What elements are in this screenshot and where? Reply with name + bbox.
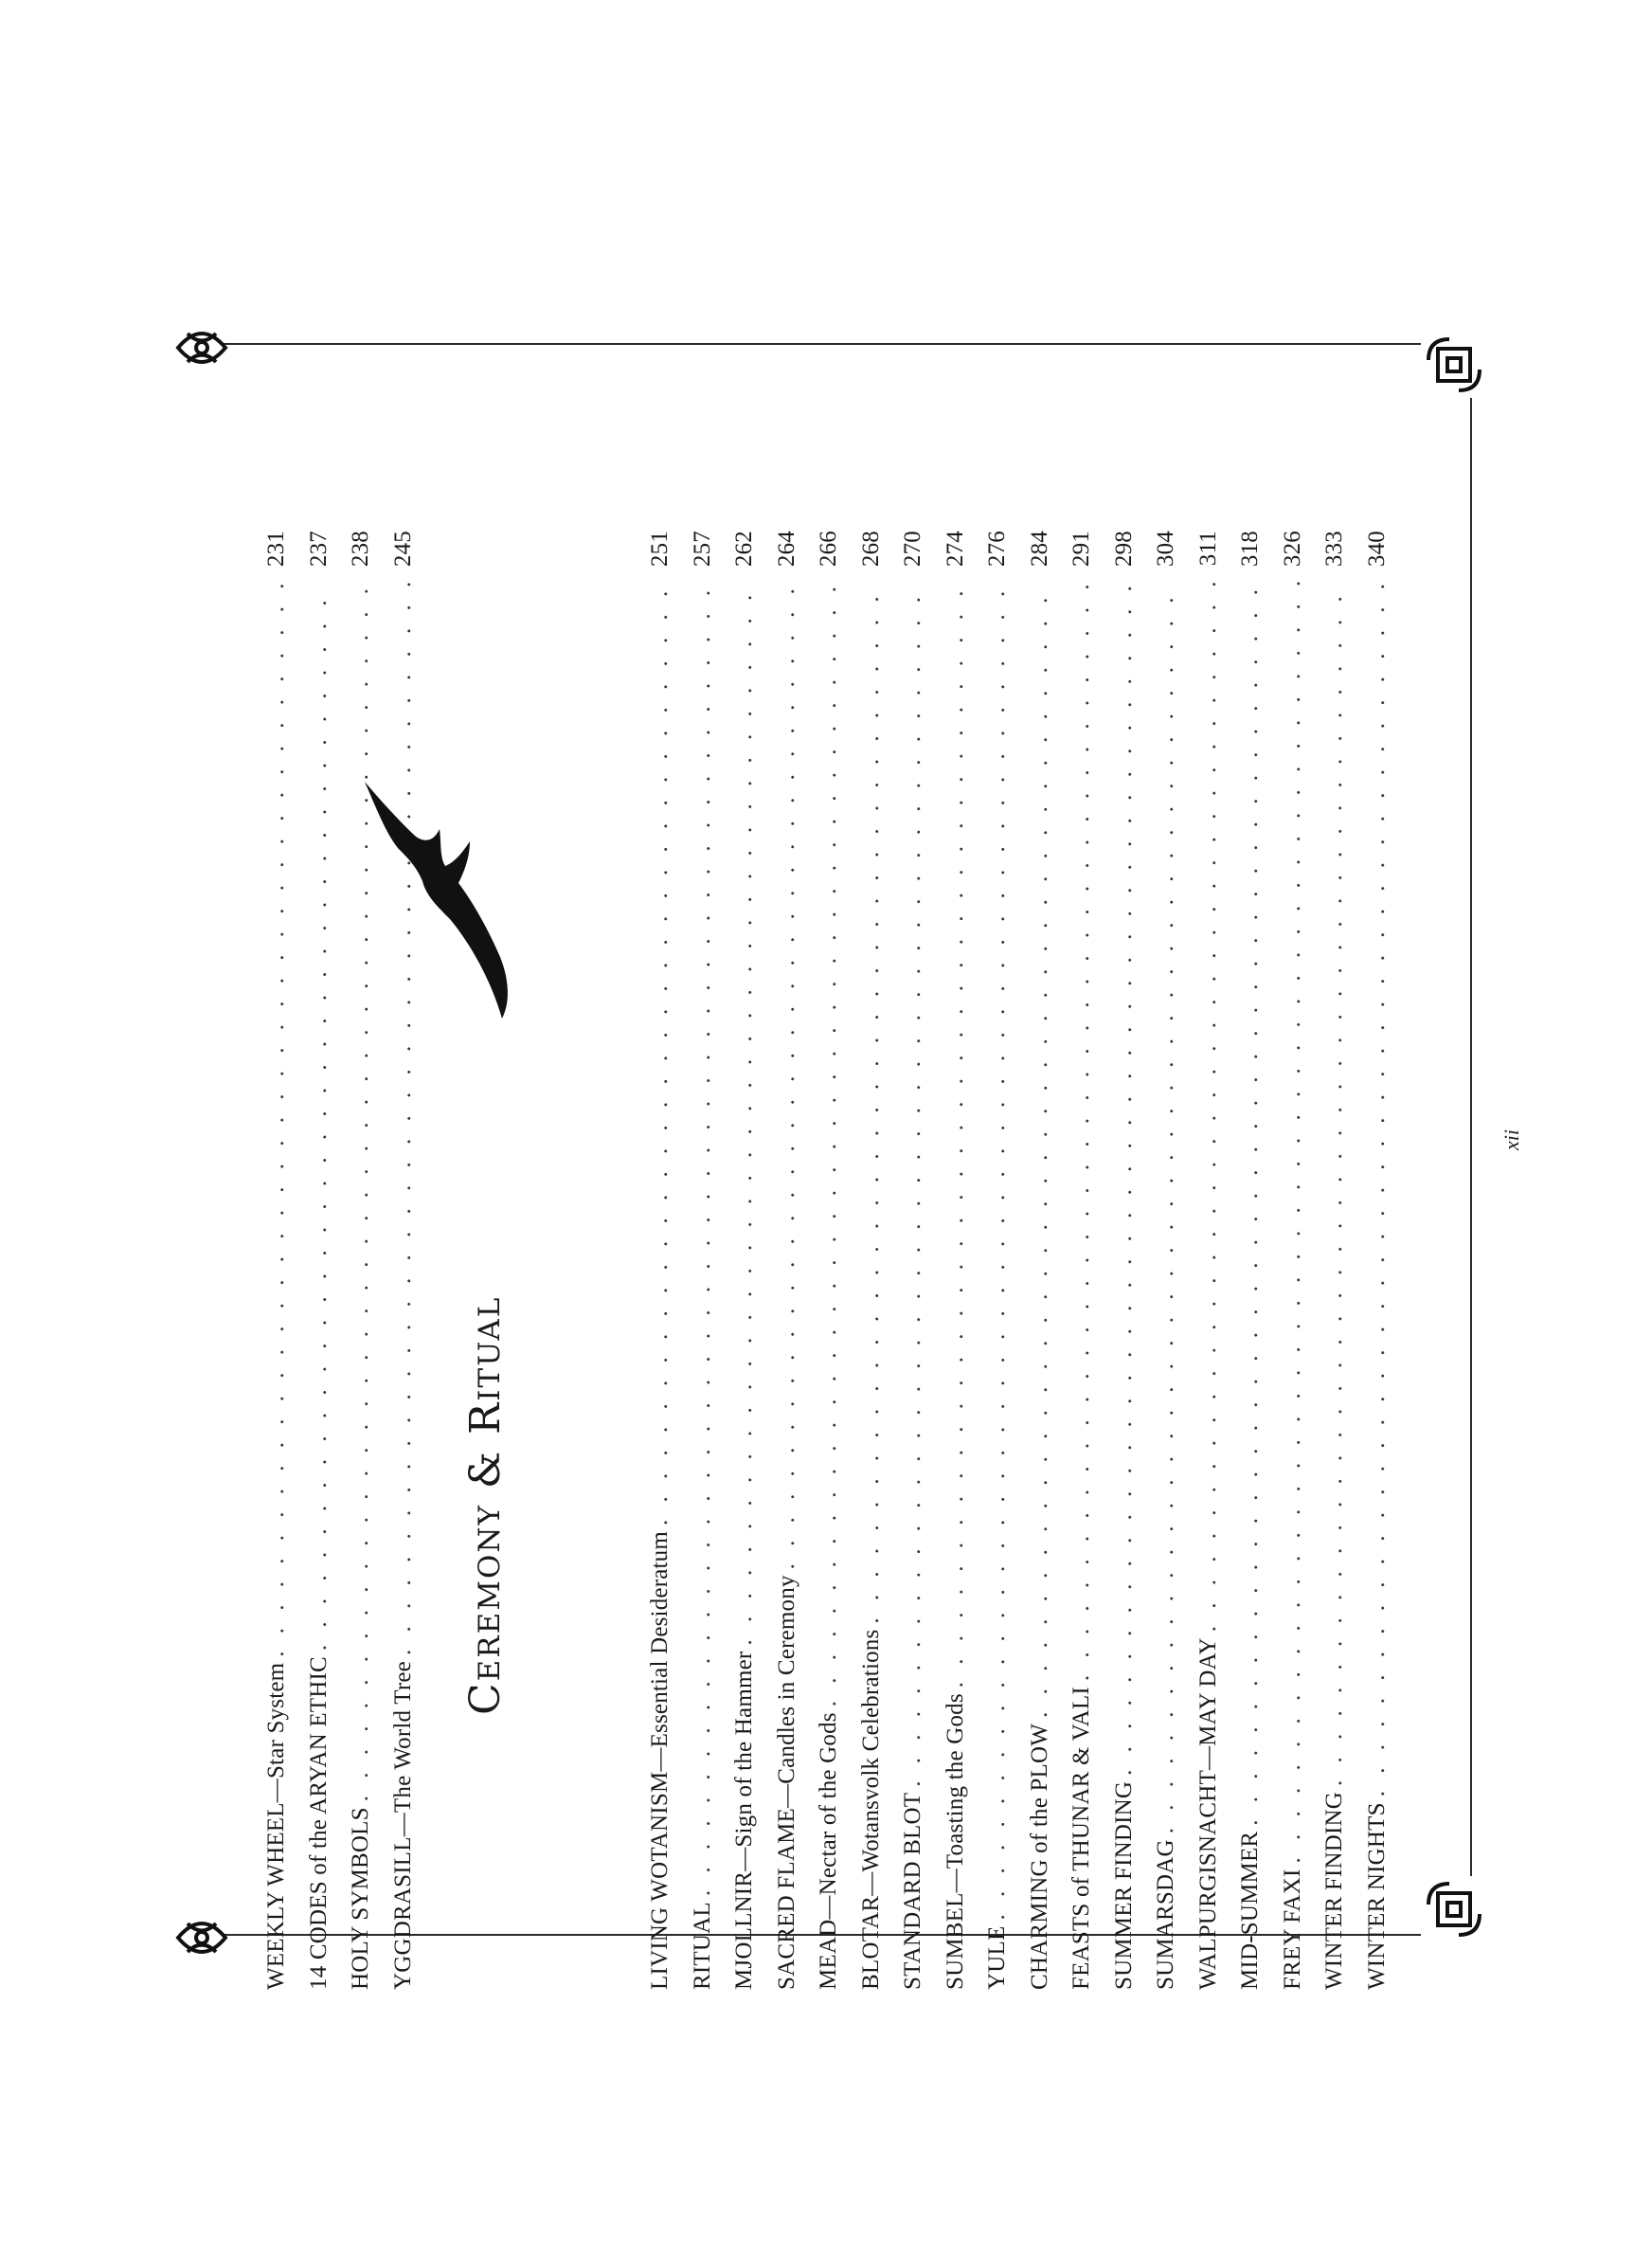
- toc-entry[interactable]: [1314, 531, 1356, 1990]
- toc-entry-title: SUMARSDAG: [1153, 1839, 1178, 1990]
- toc-top-list: [256, 531, 424, 1990]
- toc-leader-dots: [1104, 582, 1146, 1776]
- toc-entry-title: YULE: [984, 1925, 1010, 1990]
- toc-entry[interactable]: [639, 531, 682, 1990]
- section-heading: [447, 1033, 523, 1715]
- toc-entry-page: 276: [984, 531, 1010, 568]
- toc-entry[interactable]: [1061, 531, 1104, 1990]
- toc-entry-page: 274: [942, 531, 968, 568]
- toc-entry-page: 311: [1194, 531, 1221, 567]
- toc-entry-title: LIVING WOTANISM—Essential Desideratum: [647, 1530, 673, 1990]
- toc-entry-page: 238: [348, 531, 373, 568]
- toc-entry[interactable]: [1019, 531, 1062, 1990]
- toc-entry-page: 264: [773, 531, 799, 568]
- toc-entry-title: YGGDRASILL—The World Tree: [389, 1661, 416, 1990]
- toc-entry[interactable]: [1272, 531, 1315, 1990]
- frame-right-line: [1470, 398, 1472, 1876]
- page-number: xii: [1499, 1129, 1523, 1150]
- toc-entry[interactable]: [935, 531, 978, 1990]
- toc-leader-dots: [383, 582, 425, 1655]
- frame-top-line: [223, 343, 1421, 345]
- section-heading-text: Ceremony & Ritual: [460, 1295, 510, 1715]
- toc-entry-page: 237: [305, 531, 332, 568]
- toc-entry[interactable]: [892, 531, 935, 1990]
- toc-entry[interactable]: [724, 531, 766, 1990]
- toc-leader-dots: [977, 582, 1019, 1921]
- toc-entry-page: 333: [1321, 531, 1347, 568]
- toc-leader-dots: [1061, 582, 1104, 1681]
- toc-entry-title: 14 CODES of the ARYAN ETHIC: [305, 1656, 332, 1990]
- toc-entry-title: WINTER NIGHTS: [1363, 1802, 1390, 1990]
- toc-entry[interactable]: [340, 531, 383, 1990]
- toc-entry-page: 268: [857, 531, 884, 568]
- toc-entry-title: WINTER FINDING: [1321, 1791, 1347, 1990]
- toc-leader-dots: [639, 582, 682, 1526]
- toc-entry[interactable]: [1145, 531, 1188, 1990]
- toc-entry[interactable]: [808, 531, 851, 1990]
- raven-silhouette-icon: [360, 777, 521, 1023]
- toc-leader-dots: [808, 582, 851, 1706]
- toc-leader-dots: [1145, 582, 1188, 1833]
- toc-entry-page: 262: [731, 531, 757, 568]
- toc-entry-page: 298: [1110, 531, 1137, 568]
- toc-entry-title: WEEKLY WHEEL—Star System: [263, 1662, 289, 1990]
- toc-entry-title: SACRED FLAME—Candles in Ceremony: [773, 1575, 799, 1990]
- toc-entry[interactable]: [682, 531, 725, 1990]
- toc-entry-title: FREY FAXI: [1279, 1869, 1305, 1990]
- toc-entry-page: 231: [263, 531, 289, 568]
- toc-leader-dots: [1272, 582, 1315, 1863]
- rotated-page-content: [227, 417, 1440, 1990]
- toc-leader-dots: [682, 582, 725, 1896]
- toc-entry-page: 340: [1363, 531, 1390, 568]
- toc-leader-dots: [935, 582, 978, 1688]
- toc-entry-title: RITUAL: [689, 1902, 715, 1990]
- toc-leader-dots: [1314, 582, 1356, 1786]
- toc-entry-page: 304: [1153, 531, 1178, 568]
- toc-entry[interactable]: [1188, 531, 1230, 1990]
- toc-entry[interactable]: [1356, 531, 1399, 1990]
- toc-entry-title: MID-SUMMER: [1237, 1831, 1263, 1990]
- toc-entry-title: MEAD—Nectar of the Gods: [816, 1712, 841, 1990]
- toc-leader-dots: [1230, 582, 1272, 1826]
- toc-entry[interactable]: [1104, 531, 1146, 1990]
- toc-leader-dots: [298, 582, 341, 1651]
- toc-entry[interactable]: [256, 531, 298, 1990]
- toc-entry[interactable]: [977, 531, 1019, 1990]
- toc-leader-dots: [1188, 582, 1230, 1632]
- knot-square-icon: [1421, 332, 1487, 398]
- toc-leader-dots: [1019, 582, 1062, 1718]
- toc-leader-dots: [724, 582, 766, 1646]
- toc-entry-page: 257: [689, 531, 715, 568]
- celtic-knot-icon: [169, 1905, 235, 1971]
- toc-leader-dots: [766, 582, 809, 1569]
- toc-leader-dots: [1356, 582, 1399, 1797]
- toc-entry[interactable]: [383, 531, 425, 1990]
- toc-entry-title: HOLY SYMBOLS: [348, 1807, 373, 1990]
- toc-entry-title: WALPURGISNACHT—MAY DAY: [1194, 1637, 1221, 1990]
- toc-bottom-list: [639, 531, 1398, 1990]
- toc-entry[interactable]: [766, 531, 809, 1990]
- toc-entry-title: STANDARD BLOT: [900, 1792, 925, 1990]
- toc-entry-title: BLOTAR—Wotansvolk Celebrations: [857, 1629, 884, 1990]
- toc-entry-title: MJOLLNIR—Sign of the Hammer: [731, 1651, 757, 1990]
- toc-leader-dots: [340, 582, 383, 1801]
- toc-entry-page: 318: [1237, 531, 1263, 568]
- toc-entry[interactable]: [1230, 531, 1272, 1990]
- toc-entry-page: 251: [647, 531, 673, 568]
- toc-entry-page: 326: [1279, 531, 1305, 568]
- toc-entry-page: 270: [900, 531, 925, 568]
- toc-leader-dots: [256, 582, 298, 1657]
- toc-entry[interactable]: [851, 531, 893, 1990]
- toc-entry-page: 284: [1026, 531, 1052, 568]
- toc-entry-title: CHARMING of the PLOW: [1026, 1723, 1052, 1990]
- celtic-knot-icon: [169, 315, 235, 381]
- toc-leader-dots: [851, 582, 893, 1624]
- toc-entry-title: FEASTS of THUNAR & VALI: [1068, 1687, 1094, 1990]
- toc-entry-page: 291: [1068, 531, 1094, 568]
- toc-entry-title: SUMBEL—Toasting the Gods: [942, 1693, 968, 1990]
- toc-entry-page: 245: [389, 531, 416, 568]
- toc-leader-dots: [892, 582, 935, 1787]
- toc-entry[interactable]: [298, 531, 341, 1990]
- toc-entry-title: SUMMER FINDING: [1110, 1780, 1137, 1990]
- toc-entry-page: 266: [816, 531, 841, 568]
